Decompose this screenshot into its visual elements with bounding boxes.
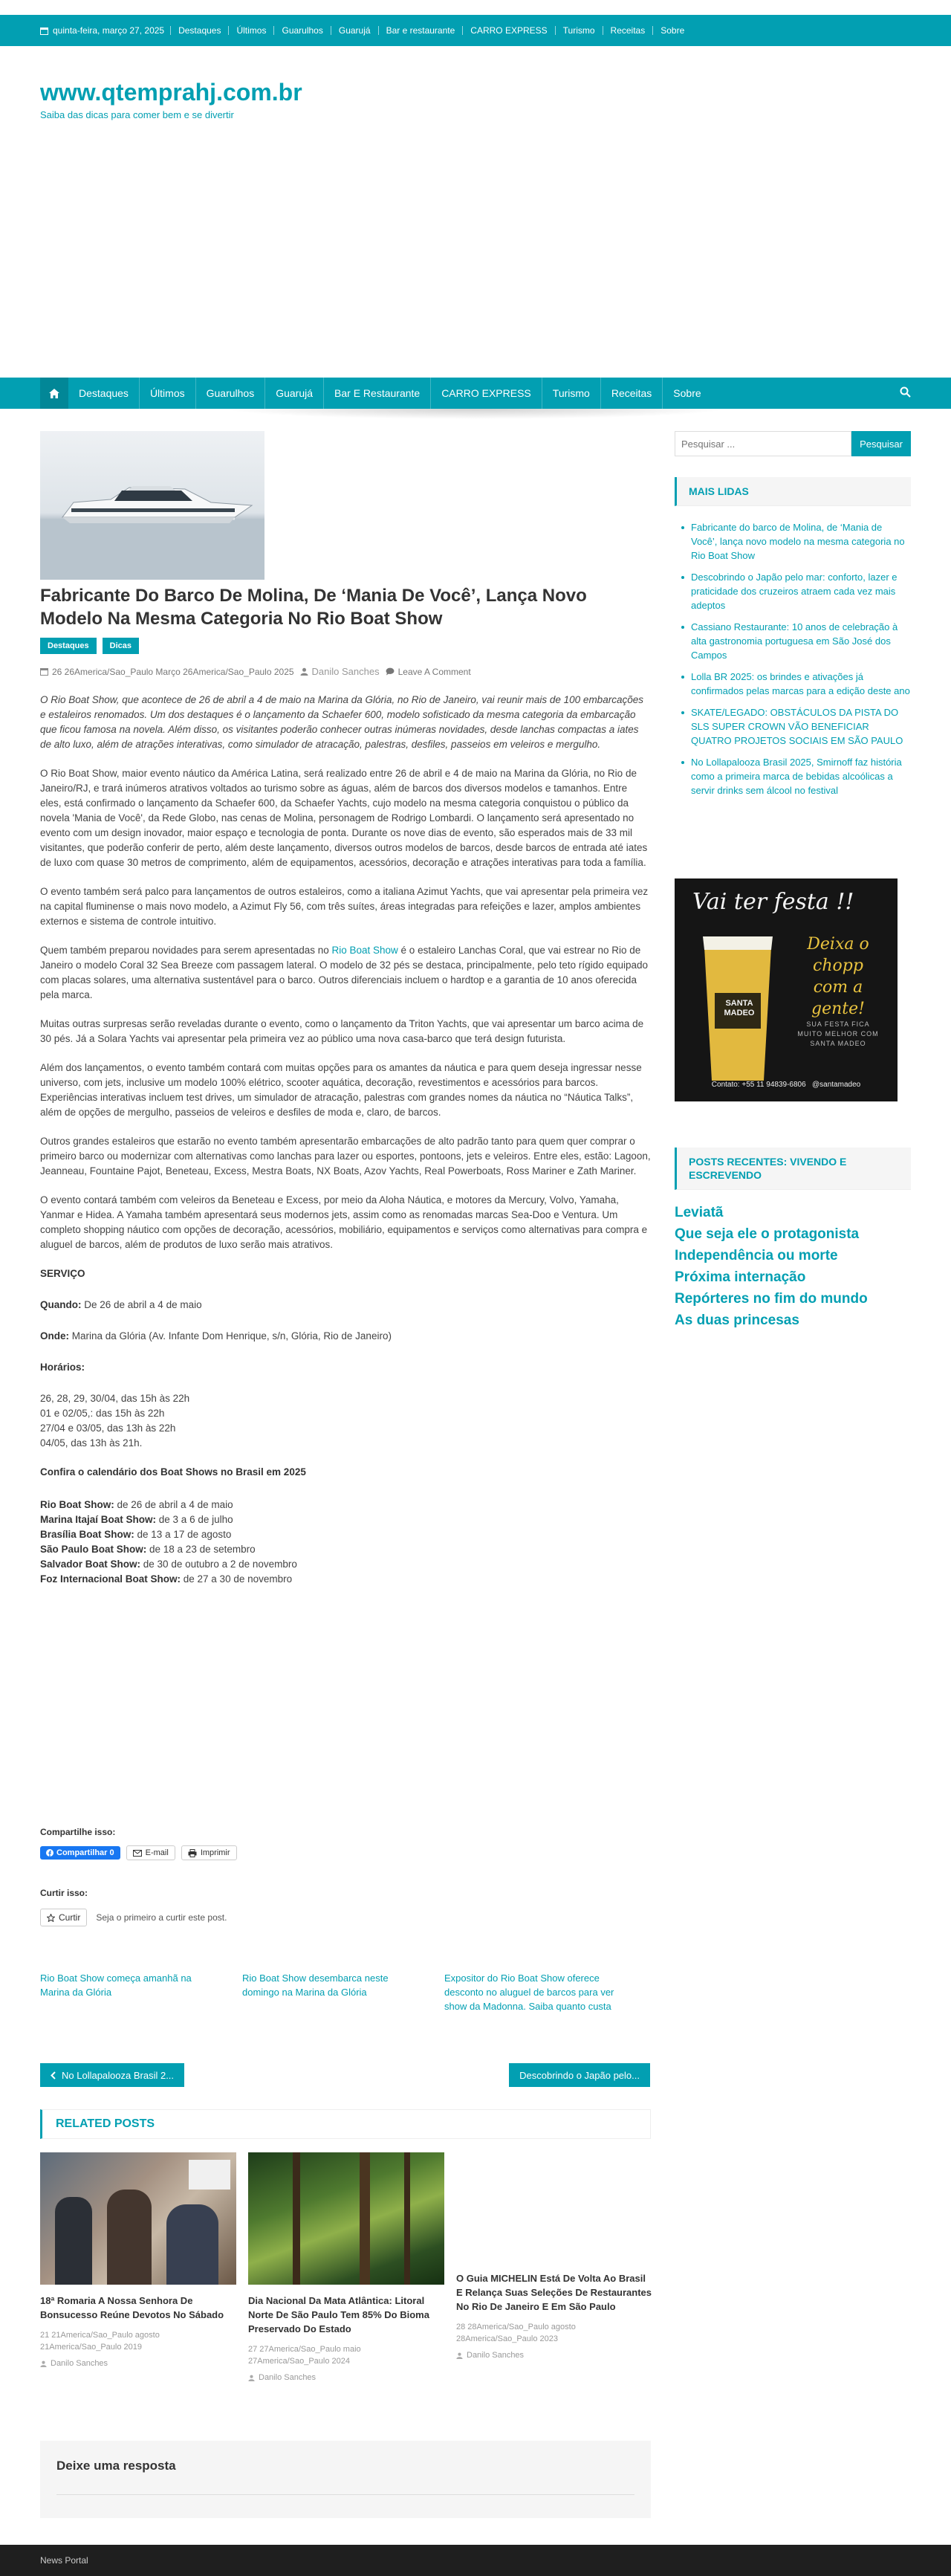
related-post-title[interactable]: 18ª Romaria A Nossa Senhora De Bonsucesso Reúne Devotos No Sábado — [40, 2295, 224, 2320]
related-post-date: 21 21America/Sao_Paulo agosto 21America/Sao_Paulo 2019 — [40, 2331, 160, 2352]
featured-image — [40, 431, 264, 580]
hours-list: 26, 28, 29, 30/04, das 15h às 22h 01 e 02/05,: das 15h às 22h 27/04 e 03/05, das 13h às 22h 04/05, das 13h às 21h. — [40, 1393, 190, 1449]
nav-item-guarulhos[interactable]: Guarulhos — [196, 378, 266, 409]
top-link-sobre[interactable]: Sobre — [652, 26, 692, 35]
top-link-carro-express[interactable]: CARRO EXPRESS — [462, 26, 554, 35]
user-icon — [456, 2352, 463, 2359]
reply-title: Deixe uma resposta — [56, 2459, 176, 2473]
related-post-date: 28 28America/Sao_Paulo agosto 28America/Sao_Paulo 2023 — [456, 2323, 576, 2343]
user-icon — [300, 667, 308, 676]
article-comments-link[interactable]: Leave A Comment — [386, 667, 471, 677]
article-paragraph: O Rio Boat Show, maior evento náutico da América Latina, será realizado entre 26 de abril e 4 de maio na Marina da Glória, no Rio de Janeiro/RJ, e trará inúmeros atrativos voltados ao turismo sobre as águas, além de barcos dos diversos modelos e tamanhos. Entre eles, está confirmado o lançamento da Schaefer 600, da Schaefer Yachts, cujo modelo na mesma categoria conquistou o público da novela 'Mania de Você', da Rede Globo, nas cenas de Molina, personagem de Rodrigo Lombardi. O lançamento será apresentado no evento com um design inovador, maior espaço e tecnologia de ponta. Durante os nove dias de evento, são esperados mais de 33 mil visitantes, que poderão conferir de perto, além deste lançamento, diversos outros modelos de barcos, desde barcos de entrada até iates de luxo com quase 30 metros de comprimento, além de equipamentos, acessórios, decoração e atrações interativas para toda a família. — [40, 768, 648, 868]
article-paragraph: Muitas outras surpresas serão reveladas durante o evento, como o lançamento da Triton Yachts, que vai apresentar um barco acima de 30 pés. Já a Solara Yachts vai apresentar pela primeira vez ao público uma nova casa-barco que terá design futurista. — [40, 1018, 644, 1044]
related-link[interactable]: Rio Boat Show desembarca neste domingo na Marina da Glória — [242, 1973, 389, 1998]
nav-item-sobre[interactable]: Sobre — [673, 387, 701, 399]
top-bar — [0, 15, 951, 46]
article-paragraph: Além dos lançamentos, o evento também contará com muitas opções para os amantes da náutica e para quem deseja ingressar nesse universo, com jets, inclusive um modelo 100% elétrico, scooter aquática, decoração, revestimentos e acessórios para barcos. Experiências interativas incluem test drives, um simulador de atracação, palestras com grandes nomes da náutica no “Náutica Talks”, além de opções de mergulho, passeios de veleiros e desfiles de moda e, claro, de barcos. — [40, 1062, 642, 1118]
print-icon — [188, 1849, 197, 1857]
sidebar-search-button[interactable]: Pesquisar — [851, 431, 911, 456]
related-post-image[interactable] — [40, 2152, 236, 2285]
email-icon — [133, 1850, 142, 1857]
like-label: Curtir isso: — [40, 1888, 88, 1898]
nav-item-guaruja[interactable]: Guarujá — [265, 378, 324, 409]
calendar-title: Confira o calendário dos Boat Shows no Brasil em 2025 — [40, 1466, 306, 1478]
article-intro: O Rio Boat Show, que acontece de 26 de abril a 4 de maio na Marina da Glória, no Rio de Janeiro, vai reunir mais de 100 embarcações e estaleiros renomados. Um dos destaques é o lançamento da Schaefer 600, modelo sofisticado da mesma categoria da embarcação que ficou famosa na novela. Além disso, os visitantes poderão conhecer outras inúmeras novidades, desde lanchas compactas a iates de alto luxo, além de atrações interativas, como simulador de atracação, palestras, desfiles, passeios em veleiros e mergulho. — [40, 694, 643, 750]
nav-item-receitas[interactable]: Receitas — [601, 378, 663, 409]
recent-posts-list — [675, 1202, 911, 1331]
nav-item-ultimos[interactable]: Últimos — [140, 378, 196, 409]
article-meta — [40, 666, 471, 677]
comment-icon — [386, 667, 395, 676]
list-item[interactable]: Fabricante do barco de Molina, de ‘Mania de Você’, lança novo modelo na mesma categoria no Rio Boat Show — [691, 520, 911, 563]
servico-quando: Quando: De 26 de abril a 4 de maio — [40, 1299, 202, 1310]
category-dicas[interactable]: Dicas — [103, 638, 139, 654]
site-tagline: Saiba das dicas para comer bem e se divertir — [40, 109, 234, 120]
ad-headline: Vai ter festa !! — [692, 889, 854, 915]
article-title: Fabricante Do Barco De Molina, De ‘Mania De Você’, Lança Novo Modelo Na Mesma Categoria No Rio Boat Show — [40, 586, 587, 629]
nav-item-destaques[interactable]: Destaques — [68, 378, 140, 409]
calendar-icon — [40, 667, 48, 676]
rio-boat-show-link[interactable]: Rio Boat Show — [331, 945, 398, 956]
servico-horarios: Horários: — [40, 1362, 85, 1373]
facebook-share-button[interactable]: Compartilhar 0 — [40, 1846, 120, 1860]
nav-item-carro-express[interactable]: CARRO EXPRESS — [431, 378, 542, 409]
facebook-icon — [46, 1849, 53, 1857]
main-nav — [0, 378, 951, 409]
related-post-card[interactable] — [40, 2152, 236, 2368]
list-item[interactable]: SKATE/LEGADO: OBSTÁCULOS DA PISTA DO SLS SUPER CROWN VÃO BENEFICIAR QUATRO PROJETOS SOCIAIS EM SÃO PAULO — [691, 705, 911, 748]
user-icon — [40, 2360, 47, 2367]
recent-post-link[interactable]: As duas princesas — [675, 1313, 799, 1328]
list-item[interactable]: Lolla BR 2025: os brindes e ativações já confirmados pelas marcas para a edição deste ano — [691, 671, 910, 696]
home-button[interactable] — [40, 378, 68, 409]
article-author[interactable]: Danilo Sanches — [300, 666, 380, 677]
footer-text[interactable]: News Portal — [40, 2555, 88, 2566]
servico-heading: SERVIÇO — [40, 1268, 85, 1279]
related-post-title[interactable]: Dia Nacional Da Mata Atlântica: Litoral Norte De São Paulo Tem 85% Do Bioma Preservado Do Estado — [248, 2295, 429, 2334]
recent-post-link[interactable]: Que seja ele o protagonista — [675, 1226, 860, 1242]
related-links — [40, 1971, 624, 2013]
top-link-guaruja[interactable]: Guarujá — [331, 26, 378, 35]
related-post-author: Danilo Sanches — [40, 2359, 236, 2368]
related-post-image[interactable] — [248, 2152, 444, 2285]
nav-search-button[interactable] — [900, 386, 911, 400]
article-content — [40, 693, 651, 1601]
ad-brand: SANTA MADEO — [724, 999, 755, 1017]
top-link-destaques[interactable]: Destaques — [170, 26, 228, 35]
top-link-receitas[interactable]: Receitas — [603, 26, 653, 35]
like-button[interactable]: Curtir — [40, 1909, 87, 1926]
reply-divider — [56, 2494, 634, 2495]
nav-item-turismo[interactable]: Turismo — [542, 378, 601, 409]
recent-post-link[interactable]: Leviatã — [675, 1205, 724, 1220]
category-destaques[interactable]: Destaques — [40, 638, 97, 654]
share-buttons — [40, 1845, 237, 1860]
like-text: Seja o primeiro a curtir este post. — [96, 1912, 227, 1923]
article-categories — [40, 638, 139, 654]
related-post-author: Danilo Sanches — [248, 2373, 444, 2382]
related-post-image-placeholder — [456, 2152, 652, 2271]
share-label: Compartilhe isso: — [40, 1827, 116, 1837]
ad-contact: Contato: +55 11 94839-6806 @santamadeo — [711, 1081, 861, 1089]
top-date: quinta-feira, março 27, 2025 — [40, 25, 164, 36]
list-item[interactable]: Descobrindo o Japão pelo mar: conforto, lazer e praticidade dos cruzeiros atraem cada vez mais adeptos — [691, 570, 911, 612]
top-link-turismo[interactable]: Turismo — [555, 26, 603, 35]
ad-subtext: SUA FESTA FICA MUITO MELHOR COM SANTA MADEO — [797, 1020, 879, 1047]
nav-shadow — [223, 409, 728, 419]
mais-lidas-title: MAIS LIDAS — [675, 477, 911, 506]
print-button[interactable]: Imprimir — [181, 1845, 237, 1860]
recent-post-link[interactable]: Independência ou morte — [675, 1248, 838, 1263]
footer — [0, 2545, 951, 2576]
related-link[interactable]: Rio Boat Show começa amanhã na Marina da Glória — [40, 1973, 192, 1998]
related-post-card[interactable] — [248, 2152, 444, 2382]
article-paragraph: Outros grandes estaleiros que estarão no evento também apresentarão embarcações de alto padrão tanto para quem quer comprar o primeiro barco ou modernizar com alternativas como lanchas para lazer ou esportes, pontoons, jets e veleiros. Entre eles, estão: Lagoon, Jeanneau, Fountaine Pajot, Beneteau, Excess, Mestra Boats, NX Boats, Azov Yachts, Real Powerboats, Ross Mariner e Zath Mariner. — [40, 1136, 651, 1177]
recent-post-link[interactable]: Repórteres no fim do mundo — [675, 1291, 868, 1307]
article-paragraph: O evento contará também com veleiros da Beneteau e Excess, por meio da Aloha Náutica, e motores da Mercury, Volvo, Yamaha, Yanmar e Hidea. A Yamaha também apresentará seus modernos jets, assim como as renomadas marcas Sea-Doo e Ventura. Um completo shopping náutico com opções de decoração, acessórios, mobiliário, equipamentos e serviços como alternativas para compra e aluguel de barcos, além de produtos de luxo serão mais atrativos. — [40, 1194, 648, 1250]
yacht-illustration — [40, 431, 264, 580]
calendar-list: Rio Boat Show: de 26 de abril a 4 de maio Marina Itajaí Boat Show: de 3 a 6 de julho Brasília Boat Show: de 13 a 17 de agosto São Paulo Boat Show: de 18 a 23 de setembro Salvador Boat Show: de 30 de outubro a 2 de novembro Foz Internacional Boat Show: de 27 a 30 de novembro — [40, 1499, 297, 1585]
related-post-title[interactable]: O Guia MICHELIN Está De Volta Ao Brasil E Relança Suas Seleções De Restaurantes No Rio De Janeiro E Em São Paulo — [456, 2273, 652, 2312]
home-icon — [49, 389, 59, 398]
article-date[interactable]: 26 26America/Sao_Paulo Março 26America/Sao_Paulo 2025 — [40, 667, 294, 677]
ad-tagline: Deixa o chopp com a gente! — [807, 935, 869, 1018]
servico-onde: Onde: Marina da Glória (Av. Infante Dom Henrique, s/n, Glória, Rio de Janeiro) — [40, 1330, 392, 1342]
top-link-ultimos[interactable]: Últimos — [228, 26, 273, 35]
previous-post-button[interactable]: No Lollapalooza Brasil 2... — [40, 2063, 184, 2087]
related-post-author: Danilo Sanches — [456, 2351, 652, 2360]
like-row — [40, 1909, 227, 1926]
user-icon — [248, 2375, 255, 2381]
comment-form — [40, 2441, 651, 2518]
related-post-card[interactable] — [456, 2152, 652, 2360]
related-posts-header — [40, 2109, 651, 2139]
calendar-icon — [40, 27, 48, 35]
next-post-button[interactable]: Descobrindo o Japão pelo... — [509, 2063, 650, 2087]
related-link[interactable]: Expositor do Rio Boat Show oferece desconto no aluguel de barcos para ver show da Madonna. Saiba quanto custa — [444, 1973, 614, 2012]
mais-lidas-list — [675, 520, 911, 805]
top-link-bar-restaurante[interactable]: Bar e restaurante — [378, 26, 463, 35]
star-icon — [47, 1914, 55, 1922]
list-item[interactable]: No Lollapalooza Brasil 2025, Smirnoff faz história como a primeira marca de bebidas alcoólicas a servir drinks sem álcool no festival — [691, 755, 911, 797]
recent-post-link[interactable]: Próxima internação — [675, 1269, 806, 1285]
sidebar-ad-banner[interactable] — [675, 878, 898, 1101]
recent-posts-title: POSTS RECENTES: VIVENDO E ESCREVENDO — [675, 1148, 911, 1190]
sidebar-search-input[interactable] — [675, 431, 851, 456]
search-icon — [900, 386, 911, 398]
list-item[interactable]: Cassiano Restaurante: 10 anos de celebração à alta gastronomia portuguesa em São José dos Campos — [691, 620, 911, 662]
site-title[interactable]: www.qtemprahj.com.br — [40, 79, 302, 106]
article-paragraph: O evento também será palco para lançamentos de outros estaleiros, como a italiana Azimut Yachts, que vai apresentar pela primeira vez na capital fluminense o mais novo modelo, a Azimut Fly 56, com três suítes, áreas integradas para refeições e lazer, amplos ambientes externos e sistema de controle intuitivo. — [40, 886, 649, 927]
top-link-guarulhos[interactable]: Guarulhos — [273, 26, 330, 35]
article-paragraph: Quem também preparou novidades para serem apresentadas no Rio Boat Show é o estaleiro Lanchas Coral, que vai estrear no Rio de Janeiro o modelo Coral 32 Sea Breeze com passagem lateral. O modelo de 32 pés se destaca, principalmente, pelo teto rígido equipado com placas solares, uma alternativa sustentável para o barco. Outros diferenciais incluem o hardtop e a garantia de 10 anos oferecida pela marca. — [40, 945, 648, 1000]
nav-item-bar-restaurante[interactable]: Bar E Restaurante — [324, 378, 431, 409]
chevron-left-icon — [51, 2071, 56, 2080]
related-post-date: 27 27America/Sao_Paulo maio 27America/Sao_Paulo 2024 — [248, 2345, 361, 2366]
email-share-button[interactable]: E-mail — [126, 1845, 175, 1860]
related-posts-title: RELATED POSTS — [56, 2117, 155, 2130]
